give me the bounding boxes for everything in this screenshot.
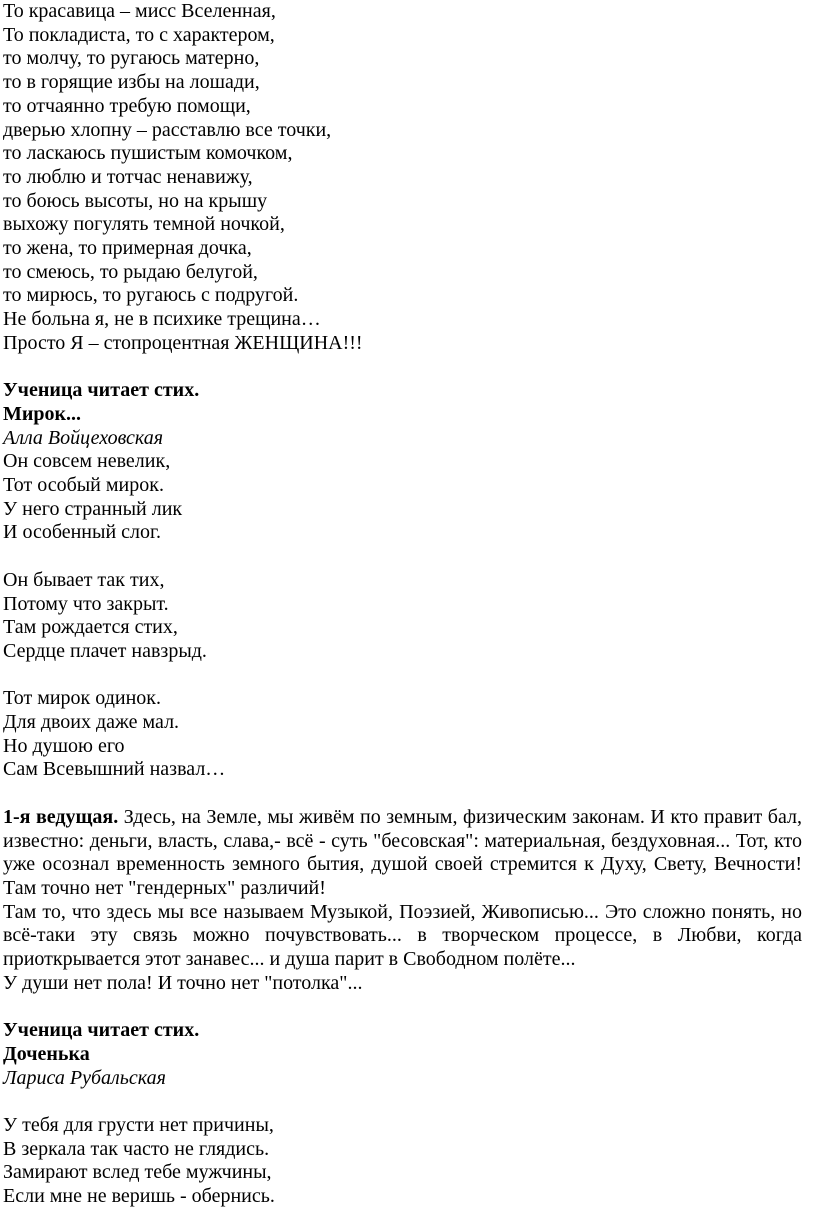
poem-line: Потому что закрыт. [3,592,169,615]
poem-line: то жена, то примерная дочка, [3,237,252,260]
poem-line: У него странный лик [3,497,183,520]
reading-cue: Ученица читает стих. [3,379,200,402]
poem-line: то в горящие избы на лошади, [3,71,260,94]
poem-line: Но душою его [3,734,125,757]
poem-line: Не больна я, не в психике трещина… [3,308,321,331]
poem-line: Он совсем невелик, [3,450,171,473]
spacer [3,1090,802,1114]
poem-line: то боюсь высоты, но на крышу [3,189,268,212]
speech-paragraph [3,806,802,901]
poem-line: то отчаянно требую помощи, [3,94,251,117]
poem-line: В зеркала так часто не глядись. [3,1137,270,1160]
poem-line: Сердце плачет навзрыд. [3,639,207,662]
poem-line: Замирают вслед тебе мужчины, [3,1161,272,1184]
poem-line: то смеюсь, то рыдаю белугой, [3,260,258,283]
reading-cue: Ученица читает стих. [3,1019,200,1042]
poem-line: И особенный слог. [3,521,161,544]
poem-line: то мирюсь, то ругаюсь с подругой. [3,284,299,307]
poem-author: Лариса Рубальская [3,1066,166,1089]
poem-title: Доченька [3,1042,90,1065]
spacer [3,782,802,806]
poem-line: Сам Всевышний назвал… [3,758,226,781]
poem-woman [3,0,802,356]
poem-line: дверью хлопну – расставлю все точки, [3,118,332,141]
section-dochenka [3,1019,802,1209]
poem-line: Там рождается стих, [3,616,178,639]
poem-line: Он бывает так тих, [3,568,165,591]
poem-line: выхожу погулять темной ночкой, [3,213,285,236]
spacer [3,545,802,569]
poem-line: Тот мирок одинок. [3,687,161,710]
poem-title: Мирок... [3,402,82,425]
poem-line: Просто Я – стопроцентная ЖЕНЩИНА!!! [3,331,363,354]
speech-paragraph: Там то, что здесь мы все называем Музыкой, Поэзией, Живописью... Это сложно понять, но всё-таки эту связь можно почувствовать... в творческом процессе, в Любви, когда приоткрывается этот занавес... и душа парит в Свободном полёте... [3,900,802,971]
poem-line: Если мне не веришь - обернись. [3,1185,275,1208]
poem-line: То покладиста, то с характером, [3,23,275,46]
poem-line: То красавица – мисс Вселенная, [3,0,276,22]
poem-line: Для двоих даже мал. [3,711,180,734]
section-mirok [3,379,802,782]
poem-line: У тебя для грусти нет причины, [3,1113,274,1136]
speech-paragraph: У души нет пола! И точно нет "потолка"... [3,971,363,994]
poem-line: то ласкаюсь пушистым комочком, [3,142,293,165]
speech-text: Здесь, на Земле, мы живём по земным, физическим законам. И кто правит бал, известно: деньги, власть, слава,- всё - суть "бесовская": материальная, бездуховная... Тот, кто уже осознал временность земного бытия, душой своей стремится к Духу, Свету, Вечности! Там точно нет "гендерных" различий! [3,805,802,899]
poem-author: Алла Войцеховская [3,426,164,449]
host-speech [3,806,802,996]
spacer [3,995,802,1019]
poem-line: то молчу, то ругаюсь матерно, [3,47,260,70]
speaker-label: 1-я ведущая. [3,805,119,828]
poem-line: то люблю и тотчас ненавижу, [3,165,253,188]
poem-line: Тот особый мирок. [3,474,164,497]
spacer [3,664,802,688]
spacer [3,356,802,380]
